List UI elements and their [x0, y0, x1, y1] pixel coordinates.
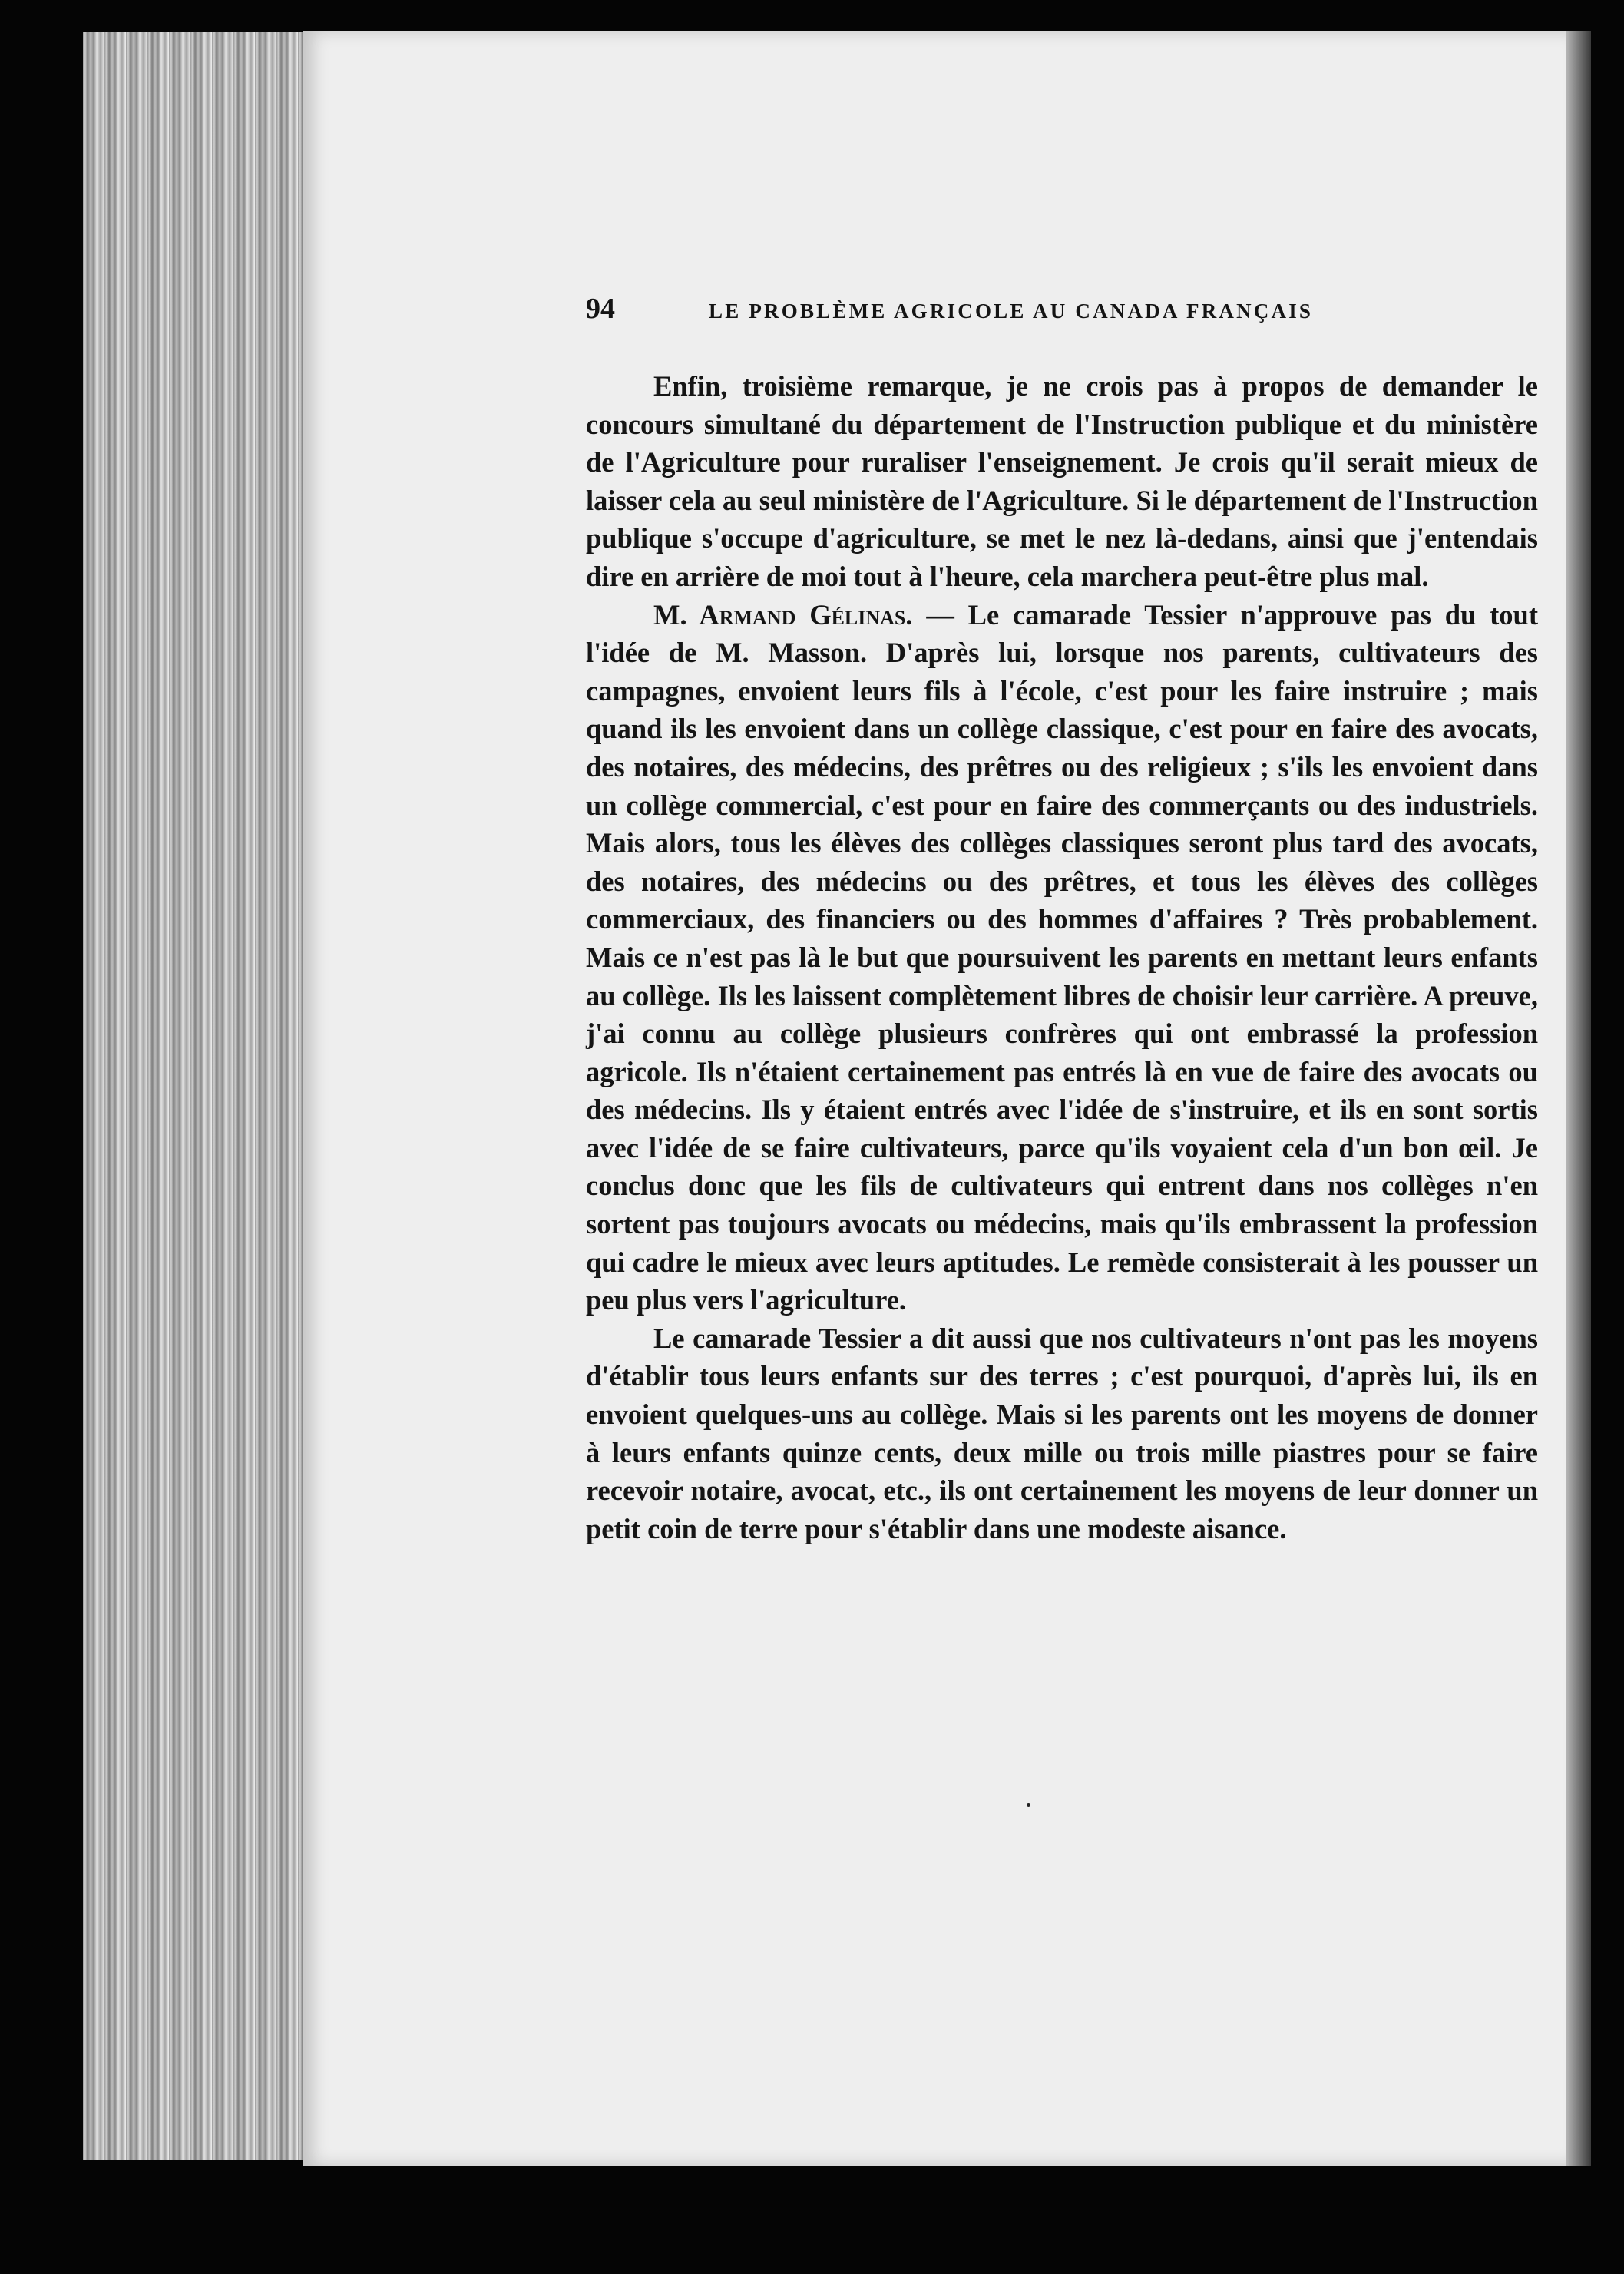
body-text	[586, 367, 1538, 1547]
paragraph-2-text: — Le camarade Tessier n'approuve pas du tout l'idée de M. Masson. D'après lui, lorsque nos parents, cultivateurs des campagnes, envoient leurs fils à l'école, c'est pour les faire instruire ; mais quand ils les envoient dans un collège classique, c'est pour en faire des avocats, des notaires, des médecins, des prêtres ou des religieux ; s'ils les envoient dans un collège commercial, c'est pour en faire des commerçants ou des industriels. Mais alors, tous les élèves des collèges classiques seront plus tard des avocats, des notaires, des médecins ou des prêtres, et tous les élèves des collèges commerciaux, des financiers ou des hommes d'affaires ? Très probablement. Mais ce n'est pas là le but que poursuivent les parents en mettant leurs enfants au collège. Ils les laissent complètement libres de choisir leur carrière. A preuve, j'ai connu au collège plusieurs confrères qui ont embrassé la profession agricole. Ils n'étaient certainement pas entrés là en vue de faire des avocats ou des médecins. Ils y étaient entrés avec l'idée de s'instruire, et ils en sont sortis avec l'idée de se faire cultivateurs, parce qu'ils voyaient cela d'un bon œil. Je conclus donc que les fils de cultivateurs qui entrent dans nos collèges n'en sortent pas toujours avocats ou médecins, mais qu'ils embrassent la profession qui cadre le mieux avec leurs aptitudes. Le remède consisterait à les pousser un peu plus vers l'agriculture.	[586, 598, 1538, 1316]
speaker-name: M. Armand Gélinas.	[653, 598, 913, 631]
page-number: 94	[586, 293, 615, 325]
running-head	[586, 292, 1419, 326]
page-speck	[1027, 1803, 1030, 1807]
paragraph-3: Le camarade Tessier a dit aussi que nos cultivateurs n'ont pas les moyens d'établir tous leurs enfants sur des terres ; c'est pourquoi, d'après lui, ils en envoient quelques-uns au collège. Mais si les parents ont les moyens de donner à leurs enfants quinze cents, deux mille ou trois mille piastres pour se faire recevoir notaire, avocat, etc., ils ont certainement les moyens de leur donner un petit coin de terre pour s'établir dans une modeste aisance.	[586, 1322, 1538, 1544]
binding-shadow	[1566, 31, 1591, 2166]
paragraph-2	[586, 596, 1538, 1319]
running-title: LE PROBLÈME AGRICOLE AU CANADA FRANÇAIS	[709, 300, 1314, 323]
paragraph-1: Enfin, troisième remarque, je ne crois pas à propos de demander le concours simultané du département de l'Instruction publique et du ministère de l'Agriculture pour ruraliser l'enseignement. Je crois qu'il serait mieux de laisser cela au seul ministère de l'Agriculture. Si le département de l'Instruction publique s'occupe d'agriculture, se met le nez là-dedans, ainsi que j'entendais dire en arrière de moi tout à l'heure, cela marchera peut-être plus mal.	[586, 370, 1538, 592]
stacked-page-edges	[83, 32, 313, 2160]
